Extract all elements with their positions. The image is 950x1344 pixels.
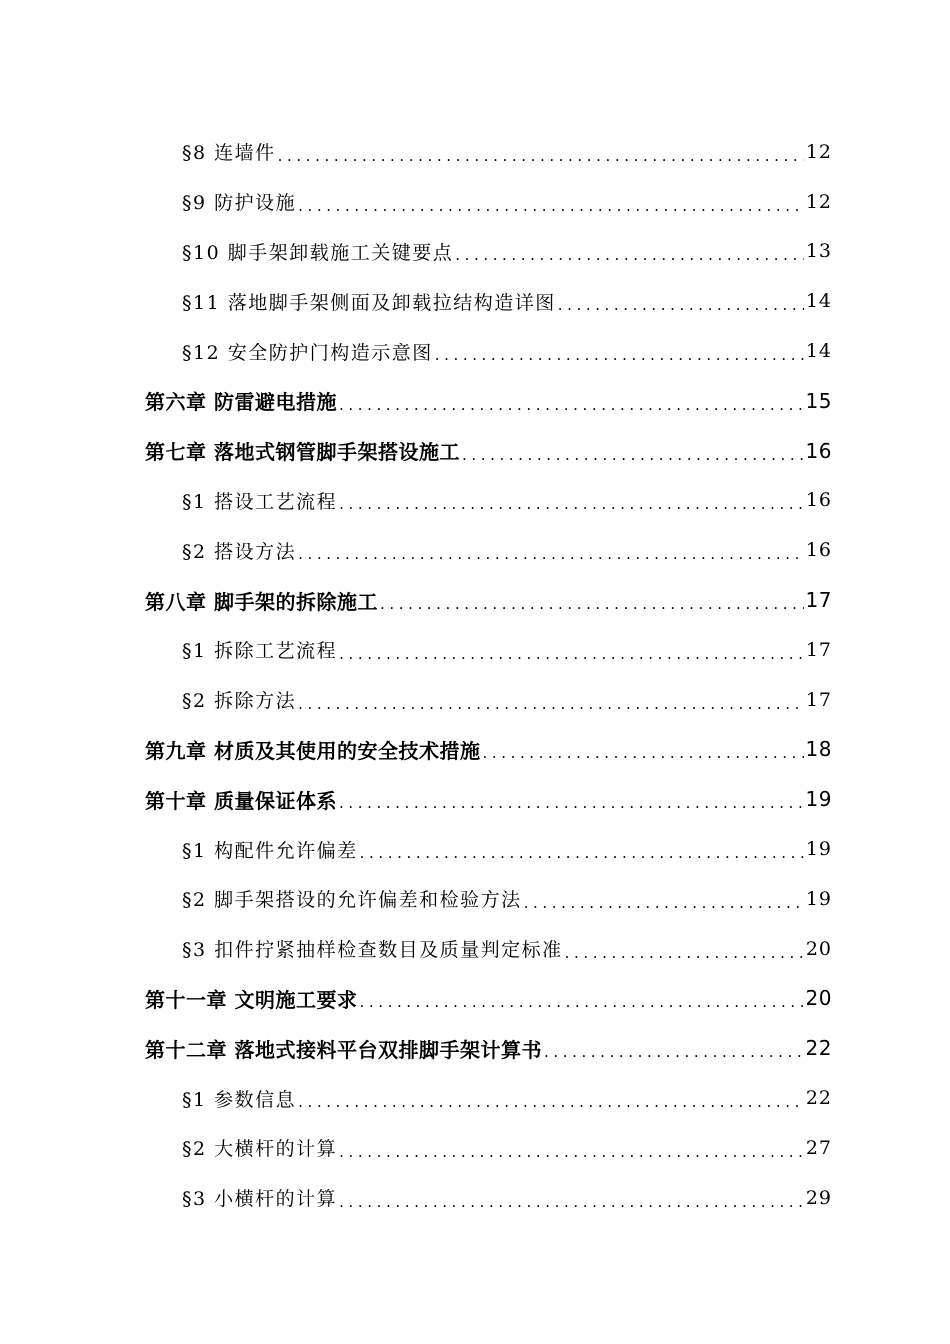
toc-entry-title: §9 防护设施 (182, 192, 297, 215)
toc-chapter-entry[interactable] (0, 575, 950, 625)
toc-dot-leader (558, 298, 804, 326)
toc-entry[interactable] (0, 675, 950, 725)
toc-entry[interactable] (0, 874, 950, 924)
toc-entry-title: §2 脚手架搭设的允许偏差和检验方法 (182, 889, 522, 912)
toc-entry-page: 27 (805, 1136, 832, 1159)
toc-chapter-entry[interactable] (0, 974, 950, 1024)
toc-entry-title: §8 连墙件 (182, 142, 276, 165)
toc-dot-leader (339, 497, 804, 525)
toc-entry-page: 16 (805, 489, 832, 512)
toc-chapter-entry[interactable] (0, 426, 950, 476)
toc-entry-page: 14 (805, 290, 832, 313)
toc-entry-title: 第十一章 文明施工要求 (145, 987, 358, 1012)
toc-chapter-entry[interactable] (0, 774, 950, 824)
toc-entry[interactable] (0, 227, 950, 277)
toc-dot-leader (455, 248, 804, 276)
toc-dot-leader (298, 547, 804, 575)
toc-entry-title: §1 参数信息 (182, 1088, 297, 1111)
toc-entry-page: 16 (805, 438, 832, 463)
toc-dot-leader (565, 946, 804, 974)
toc-entry-page: 20 (805, 937, 832, 960)
toc-entry-title: §2 大横杆的计算 (182, 1138, 338, 1161)
toc-entry-page: 20 (805, 986, 832, 1011)
toc-entry-page: 19 (805, 787, 832, 812)
toc-dot-leader (298, 697, 804, 725)
toc-entry-page: 14 (805, 340, 832, 363)
toc-entry-title: §11 落地脚手架侧面及卸载拉结构造详图 (182, 291, 556, 314)
toc-entry-title: §3 扣件拧紧抽样检查数目及质量判定标准 (182, 939, 563, 962)
toc-entry-page: 17 (805, 688, 832, 711)
toc-entry-page: 22 (805, 1087, 832, 1110)
toc-dot-leader (298, 1095, 804, 1123)
toc-chapter-entry[interactable] (0, 1023, 950, 1073)
toc-entry-title: 第七章 落地式钢管脚手架搭设施工 (145, 440, 460, 465)
toc-dot-leader (462, 448, 804, 476)
toc-dot-leader (339, 1145, 804, 1173)
toc-dot-leader (435, 348, 804, 376)
toc-chapter-entry[interactable] (0, 376, 950, 426)
toc-chapter-entry[interactable] (0, 725, 950, 775)
toc-entry[interactable] (0, 625, 950, 675)
toc-entry-page: 12 (805, 140, 832, 163)
toc-entry[interactable] (0, 276, 950, 326)
toc-dot-leader (360, 846, 804, 874)
table-of-contents (0, 127, 950, 1223)
toc-entry[interactable] (0, 177, 950, 227)
toc-entry-page: 19 (805, 838, 832, 861)
toc-entry-title: §1 构配件允许偏差 (182, 839, 358, 862)
toc-entry-page: 15 (805, 388, 832, 413)
toc-entry-page: 17 (805, 638, 832, 661)
toc-entry[interactable] (0, 326, 950, 376)
toc-dot-leader (339, 647, 804, 675)
toc-entry-page: 17 (805, 588, 832, 613)
toc-entry-title: §10 脚手架卸载施工关键要点 (182, 241, 454, 264)
toc-entry-title: §2 搭设方法 (182, 540, 297, 563)
toc-dot-leader (482, 746, 803, 774)
toc-entry[interactable] (0, 824, 950, 874)
toc-entry-page: 22 (805, 1036, 832, 1061)
toc-entry-page: 16 (805, 539, 832, 562)
toc-entry[interactable] (0, 525, 950, 575)
toc-dot-leader (380, 597, 804, 625)
toc-entry[interactable] (0, 476, 950, 526)
toc-entry-page: 29 (805, 1186, 832, 1209)
toc-dot-leader (339, 796, 804, 824)
toc-entry-page: 19 (805, 887, 832, 910)
toc-entry-title: 第十二章 落地式接料平台双排脚手架计算书 (145, 1037, 542, 1062)
toc-entry-title: §1 搭设工艺流程 (182, 490, 338, 513)
toc-dot-leader (544, 1045, 804, 1073)
toc-dot-leader (339, 398, 804, 426)
toc-entry[interactable] (0, 1123, 950, 1173)
toc-entry-title: 第十章 质量保证体系 (145, 788, 337, 813)
toc-dot-leader (524, 896, 804, 924)
toc-entry[interactable] (0, 1173, 950, 1223)
toc-entry-page: 18 (805, 737, 832, 762)
toc-entry-title: §12 安全防护门构造示意图 (182, 341, 433, 364)
toc-entry[interactable] (0, 1073, 950, 1123)
toc-entry-title: 第六章 防雷避电措施 (145, 390, 337, 415)
toc-entry-title: §3 小横杆的计算 (182, 1188, 338, 1211)
toc-dot-leader (298, 199, 804, 227)
toc-dot-leader (339, 1195, 804, 1223)
toc-entry-title: 第八章 脚手架的拆除施工 (145, 589, 378, 614)
toc-dot-leader (278, 149, 804, 177)
toc-entry-title: §2 拆除方法 (182, 690, 297, 713)
toc-entry-title: §1 拆除工艺流程 (182, 640, 338, 663)
toc-entry[interactable] (0, 127, 950, 177)
toc-dot-leader (359, 995, 803, 1023)
toc-entry-page: 13 (805, 240, 832, 263)
toc-entry[interactable] (0, 924, 950, 974)
toc-entry-title: 第九章 材质及其使用的安全技术措施 (145, 738, 481, 763)
toc-entry-page: 12 (805, 190, 832, 213)
